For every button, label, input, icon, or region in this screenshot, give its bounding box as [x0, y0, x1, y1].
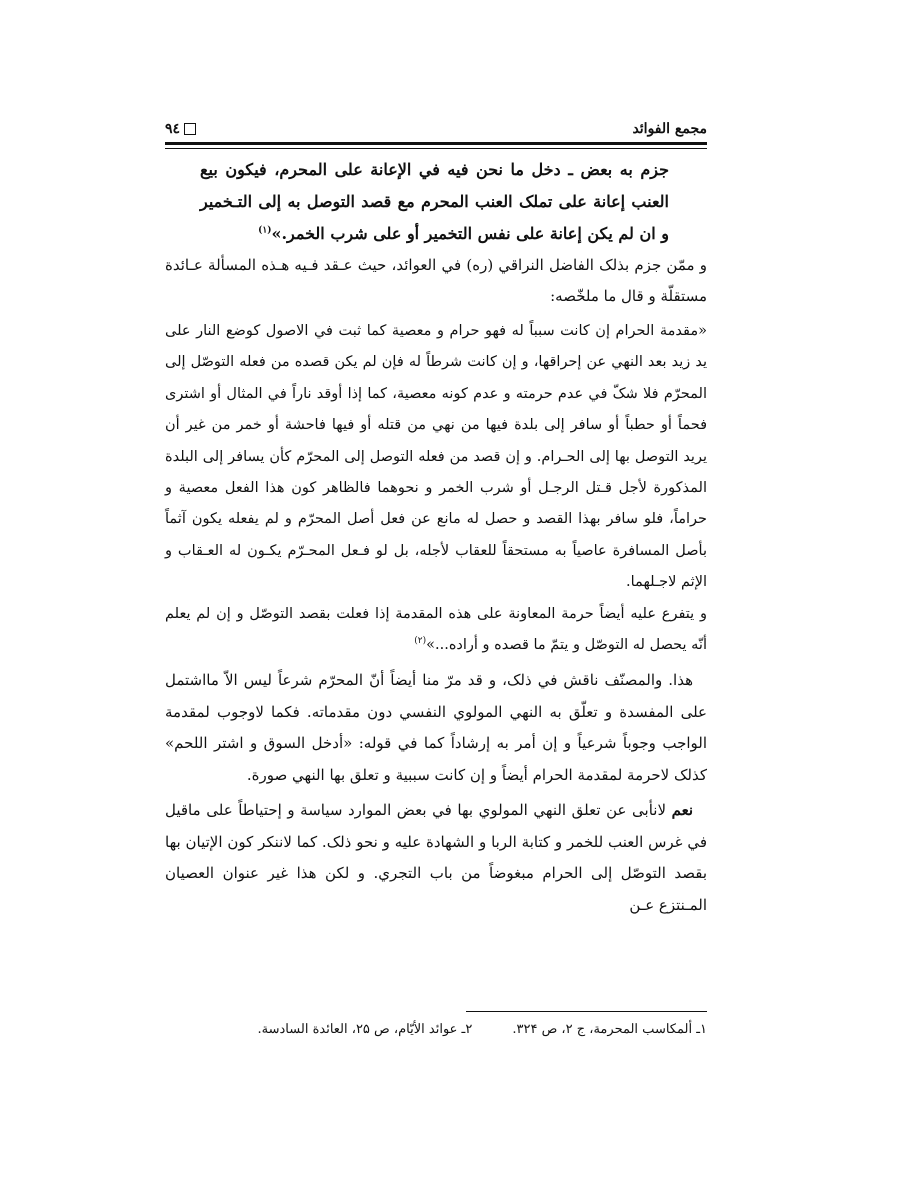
naraqi-quote — [165, 316, 707, 661]
quote-continuation: و يتفرع عليه أيضاً حرمة المعاونة على هذه المقدمة إذا فعلت بقصد التوصّل و إن لم يعلم أنّه يحصل له التوصّل و يتمّ ما قصده و أراده...» — [165, 605, 707, 654]
bold-quote-text: جزم به بعض ـ دخل ما نحن فيه في الإعانة على المحرم، فيكون بيع العنب إعانة على تملک العنب المحرم مع قصد التوصل به إلى التـخمير و ان لم يكن إعانة على نفس التخمير أو على شرب الخمر.» — [200, 160, 669, 243]
page-number-group — [165, 121, 196, 137]
page-number: ٩٤ — [165, 121, 181, 137]
footnote-ref-1: (١) — [258, 225, 272, 236]
footnote-ref-2: (٢) — [414, 636, 427, 647]
second-paragraph-text: لانأبى عن تعلق النهي المولوي بها في بعض الموارد سياسة و إحتياطاً على ماقيل في غرس العنب للخمر و کتابة الربا و الشهادة عليه و نحو ذلک. کما لاننکر کون الإتيان بها بقصد التوصّل إلى الحرام مبغوضاً من باب التجري. و لکن هذا غير عنوان العصيان المـنتزع عـن — [165, 801, 707, 914]
second-paragraph — [165, 795, 707, 921]
intro-paragraph: و ممّن جزم بذلک الفاضل النراقي (ره) في العوائد، حيث عـقد فـيه هـذه المسألة عـائدة مستقلّة و قال ما ملخّصه: — [165, 256, 707, 305]
main-text — [165, 150, 707, 921]
footnote-2: ٢ـ عوائد الأيّام، ص ٢۵، العائدة السادسة. — [257, 1022, 473, 1037]
running-title: مجمع الفوائد — [632, 121, 707, 137]
page-header — [165, 118, 707, 140]
footnote-separator — [466, 1011, 707, 1012]
discussion-paragraph: هذا. والمصنّف ناقش في ذلک، و قد مرّ منا أيضاً أنّ المحرّم شرعاً ليس الاّ مااشتمل على المفسدة و تعلّق به النهي المولوي النفسي دون مقدماته. فکما لاوجوب لمقدمة الواجب وجوباً شرعياً و إن أمر به إرشاداً کما في قوله: «أدخل السوق و اشتر اللحم» کذلک لاحرمة لمقدمة الحرام أيضاً و إن کانت سببية و تعلق بها النهي صورة. — [165, 671, 707, 784]
paragraph-lead-word: نعم — [671, 801, 693, 820]
footnotes — [165, 1022, 707, 1037]
footnote-1: ١ـ ألمكاسب المحرمة، ج ٢، ص ٣٢۴. — [512, 1022, 707, 1037]
bold-quote-block — [165, 154, 707, 250]
square-icon — [184, 123, 196, 135]
header-rule-thin — [165, 148, 707, 149]
header-rule-thick — [165, 142, 707, 145]
quote-main-text: «مقدمة الحرام إن کانت سبباً له فهو حرام و معصية کما ثبت في الاصول کوضع النار على يد زيد بعد النهي عن إحراقها، و إن کانت شرطاً له فإن لم يکن قصده من فعله التوصّل إلى المحرّم فلا شکّ في عدم حرمته و عدم کونه معصية، کما إذا أوقد ناراً في المثال أو اشترى فحماً أو حطباً أو سافر إلى بلدة فيها من نهي من قتله أو فيها فاحشة أو خمر من غير أن يريد التوصل بها إلى الحـرام. و إن قصد من فعله التوصل إلى المحرّم کأن يسافر إلى البلدة المذکورة لأجل قـتل الرجـل أو شرب الخمر و نحوهما فالظاهر کون هذا الفعل معصية و حراماً، فلو سافر بهذا القصد و حصل له مانع عن فعل أصل المحرّم و لم يفعله يکون آثماً بأصل المسافرة عاصياً به مستحقاً للعقاب لأجله، بل لو فـعل المحـرّم يکـون له العـقاب و الإثم لاجـلهما. — [165, 323, 707, 591]
